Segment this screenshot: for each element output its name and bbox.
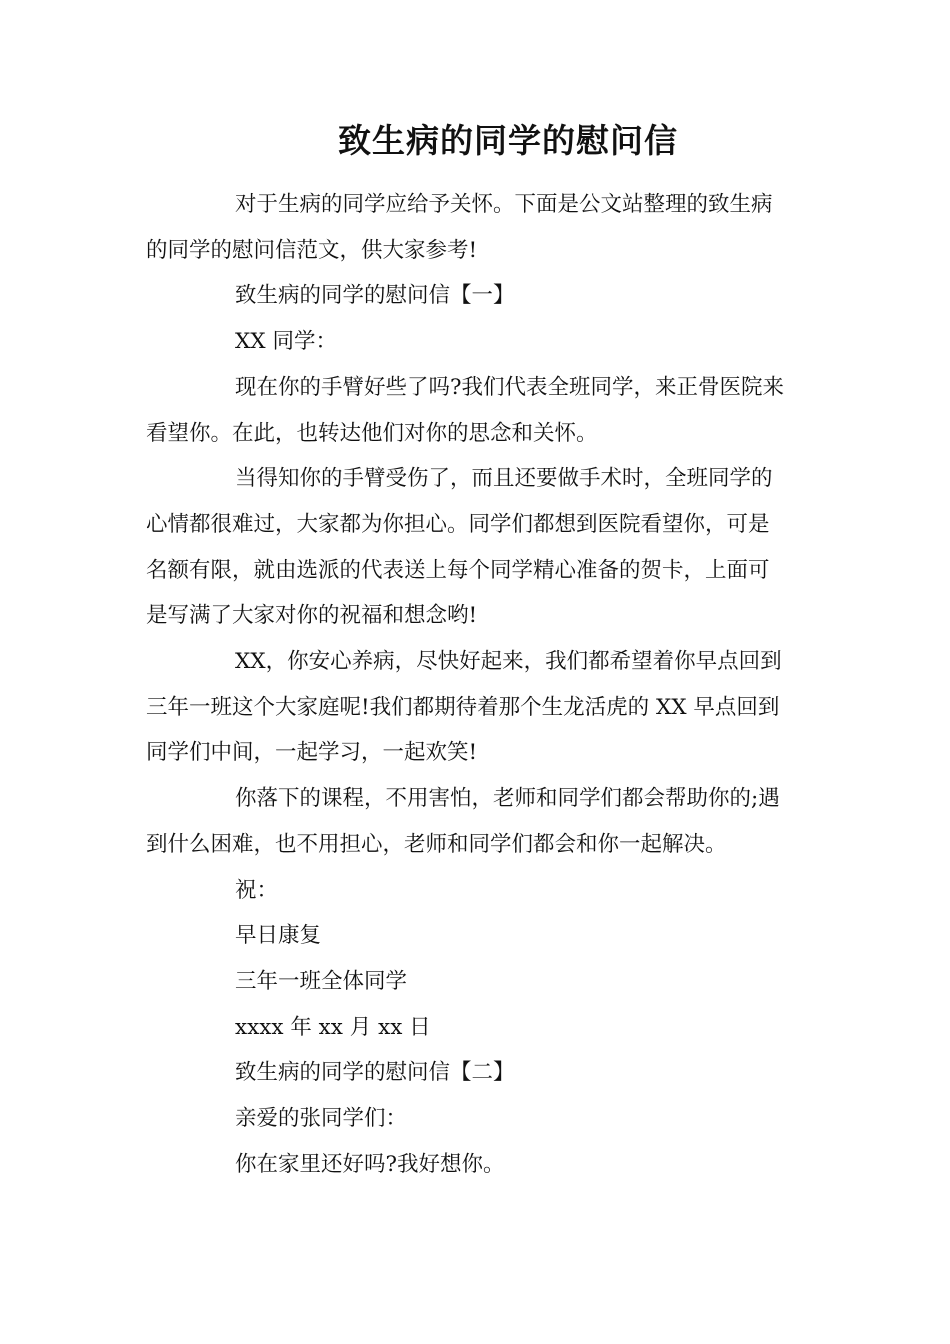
- paragraph: 你在家里还好吗?我好想你。: [235, 1151, 505, 1177]
- paragraph: 当得知你的手臂受伤了，而且还要做手术时，全班同学的 心情都很难过，大家都为你担心。同学们都想到医院看望你，可是 名额有限，就由选派的代表送上每个同学精心准备的贺卡，上面可 是写满了大家对你的祝福和想念哟!: [146, 466, 773, 629]
- closing-wish: 早日康复: [235, 923, 322, 949]
- salutation: XX 同学：: [235, 329, 337, 355]
- closing-wish-label: 祝：: [235, 877, 279, 903]
- salutation: 亲爱的张同学们：: [235, 1106, 408, 1132]
- document-body: [146, 182, 808, 1187]
- paragraph-intro: 对于生病的同学应给予关怀。下面是公文站整理的致生病 的同学的慰问信范文，供大家参考!: [146, 192, 773, 263]
- section-heading-two: 致生病的同学的慰问信【二】: [235, 1060, 515, 1086]
- date-line: xxxx 年 xx 月 xx 日: [235, 1014, 431, 1040]
- signature: 三年一班全体同学: [235, 968, 408, 994]
- document-title: 致生病的同学的慰问信: [338, 121, 678, 160]
- paragraph: 你落下的课程，不用害怕，老师和同学们都会帮助你的;遇 到什么困难，也不用担心，老师和同学们都会和你一起解决。: [146, 786, 780, 857]
- paragraph: XX，你安心养病，尽快好起来，我们都希望着你早点回到 三年一班这个大家庭呢!我们都期待着那个生龙活虎的 XX 早点回到 同学们中间，一起学习，一起欢笑!: [146, 649, 782, 766]
- paragraph: 现在你的手臂好些了吗?我们代表全班同学，来正骨医院来 看望你。在此，也转达他们对你的思念和关怀。: [146, 374, 785, 446]
- section-heading-one: 致生病的同学的慰问信【一】: [235, 283, 515, 309]
